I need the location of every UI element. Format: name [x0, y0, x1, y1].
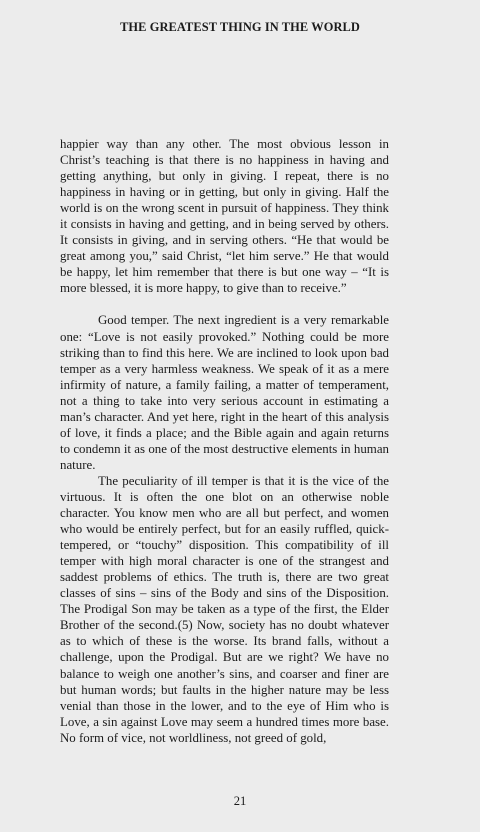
paragraph-ill-temper: The peculiarity of ill temper is that it is the vice of the virtuous. It is often the one blot on an otherwise noble character. You know men who are all but perfect, and women who would be entirely perfect, but for an easily ruffled, quick-tempered, or “touchy” disposition. This compatibility of ill temper with high moral character is one of the strangest and saddest problems of ethics. The truth is, there are two great classes of sins – sins of the Body and sins of the Disposition. The Prodigal Son may be taken as a type of the first, the Elder Brother of the second.(5) Now, society has no doubt whatever as to which of these is the worse. Its brand falls, without a challenge, upon the Prodigal. But are we right? We have no balance to weigh one another’s sins, and coarser and finer are but human words; but faults in the higher nature may be less venial than those in the lower, and to the eye of Him who is Love, a sin against Love may seem a hundred times more base. No form of vice, not worldliness, not greed of gold, [60, 473, 389, 745]
running-head-title: THE GREATEST THING IN THE WORLD [120, 20, 360, 34]
paragraph-continuation: happier way than any other. The most obvious lesson in Christ’s teaching is that there is no happiness in having and getting anything, but only in giving. I repeat, there is no happiness in having or in getting, but only in giving. Half the world is on the wrong scent in pursuit of happiness. They think it consists in having and getting, and in being served by others. It consists in giving, and in serving others. “He that would be great among you,” said Christ, “let him serve.” He that would be happy, let him remember that there is but one way – “It is more blessed, it is more happy, to give than to receive.” [60, 137, 389, 296]
paragraph-good-temper: Good temper. The next ingredient is a very remarkable one: “Love is not easily provoked.” Nothing could be more striking than to find this here. We are inclined to look upon bad temper as a very harmless weakness. We speak of it as a mere infirmity of nature, a family failing, a matter of temperament, not a thing to take into very serious account in estimating a man’s character. And yet here, right in the heart of this analysis of love, it finds a place; and the Bible again and again returns to condemn it as one of the most destructive elements in human nature. [60, 313, 389, 472]
page-number: 21 [233, 794, 247, 808]
page-body [60, 136, 389, 746]
